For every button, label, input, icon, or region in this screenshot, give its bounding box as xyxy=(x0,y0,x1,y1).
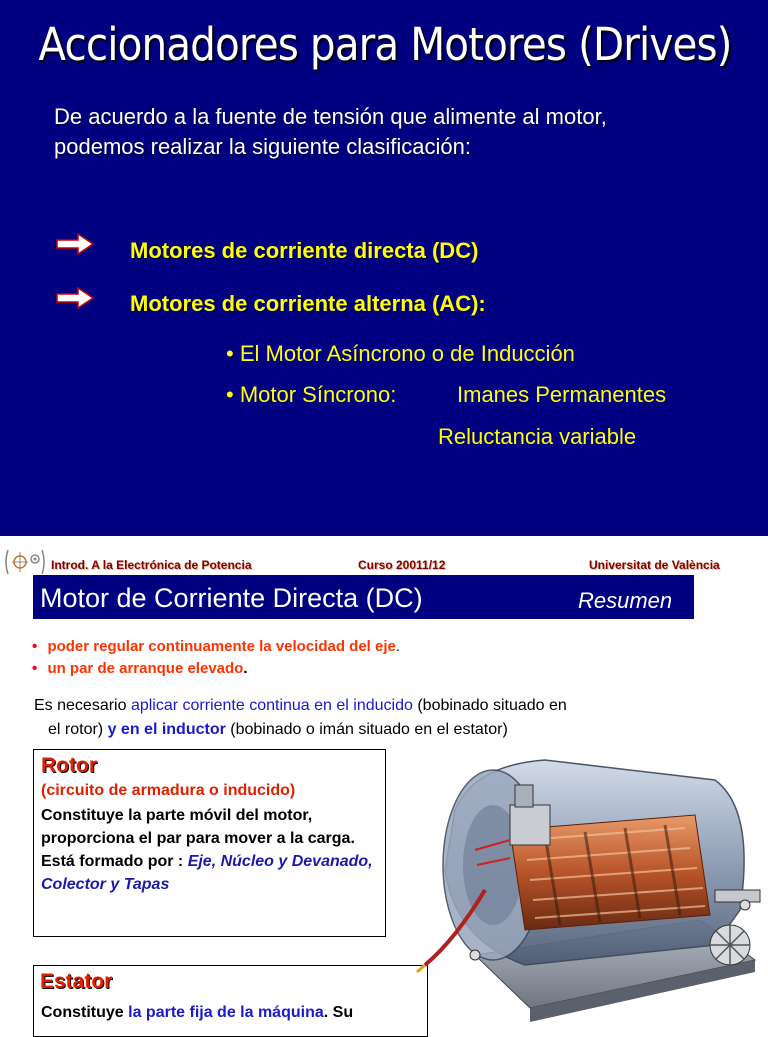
rotor-formed-by: Está formado por : xyxy=(41,853,188,870)
sincrono-type-reluctancia: Reluctancia variable xyxy=(438,424,637,449)
subitem-label: El Motor Asíncrono o de Inducción xyxy=(239,341,575,366)
paragraph-line-2 xyxy=(34,718,734,742)
estator-description xyxy=(41,1001,353,1024)
university-logo-icon xyxy=(2,546,46,578)
rotor-subheading: (circuito de armadura o inducido) xyxy=(41,782,296,799)
right-arrow-icon xyxy=(56,287,94,309)
rotor-heading: Rotor xyxy=(41,754,97,777)
bullet-end: . xyxy=(243,660,248,677)
estator-box xyxy=(33,965,428,1037)
para-highlight: y en el inductor xyxy=(107,721,226,738)
bullet-end: . xyxy=(395,638,401,655)
paragraph-line-1 xyxy=(34,694,734,718)
slide-1-title: Accionadores para Motores (Drives) xyxy=(38,18,732,71)
bullet: • xyxy=(32,638,38,655)
slide-2-title: Motor de Corriente Directa (DC) xyxy=(40,583,423,613)
bullet-text: un par de arranque elevado xyxy=(47,660,244,677)
estator-text: Constituye xyxy=(41,1004,129,1021)
dc-motor-illustration xyxy=(415,740,768,1024)
rotor-box xyxy=(33,749,386,937)
estator-highlight: la parte fija de la máquina xyxy=(128,1004,324,1021)
para-text: el rotor) xyxy=(48,721,108,738)
right-arrow-icon xyxy=(56,233,94,255)
header-university: Universitat de València xyxy=(589,558,720,572)
bullet: • xyxy=(226,341,234,366)
bullet: • xyxy=(32,660,38,677)
bullet-item xyxy=(32,638,400,655)
rotor-text: Constituye la parte móvil del motor, proporciona el par para mover a la carga. xyxy=(41,807,355,847)
slide-1-intro xyxy=(54,102,754,162)
subitem-asincrono xyxy=(226,341,575,367)
header-course-year: Curso 20011/12 xyxy=(358,558,446,572)
subitem-label: Motor Síncrono: xyxy=(239,382,397,407)
rotor-description xyxy=(41,804,381,896)
explanation-paragraph xyxy=(34,694,734,742)
subitem-sincrono xyxy=(226,382,396,408)
intro-line-1: De acuerdo a la fuente de tensión que alimente al motor, xyxy=(54,104,607,129)
para-text: Es necesario xyxy=(34,697,131,714)
para-text: (bobinado o imán situado en el estator) xyxy=(225,721,508,738)
intro-line-2: podemos realizar la siguiente clasificación: xyxy=(54,134,471,159)
para-highlight: aplicar corriente continua en el inducido xyxy=(130,697,413,714)
header-course-name: Introd. A la Electrónica de Potencia xyxy=(51,558,252,572)
bullet-text: poder regular continuamente la velocidad del eje xyxy=(47,638,396,655)
rotor-parts: Eje, Núcleo y Devanado, Colector y Tapas xyxy=(41,853,373,893)
bullet-item xyxy=(32,660,248,677)
estator-text: . Su xyxy=(323,1004,354,1021)
estator-heading: Estator xyxy=(40,970,113,993)
para-text: (bobinado situado en xyxy=(412,697,567,714)
sincrono-type-imanes: Imanes Permanentes xyxy=(457,382,667,407)
bullet: • xyxy=(226,382,234,407)
item-ac-motors: Motores de corriente alterna (AC): xyxy=(130,291,486,316)
slide-2-tag: Resumen xyxy=(578,588,673,613)
item-dc-motors: Motores de corriente directa (DC) xyxy=(130,238,479,263)
